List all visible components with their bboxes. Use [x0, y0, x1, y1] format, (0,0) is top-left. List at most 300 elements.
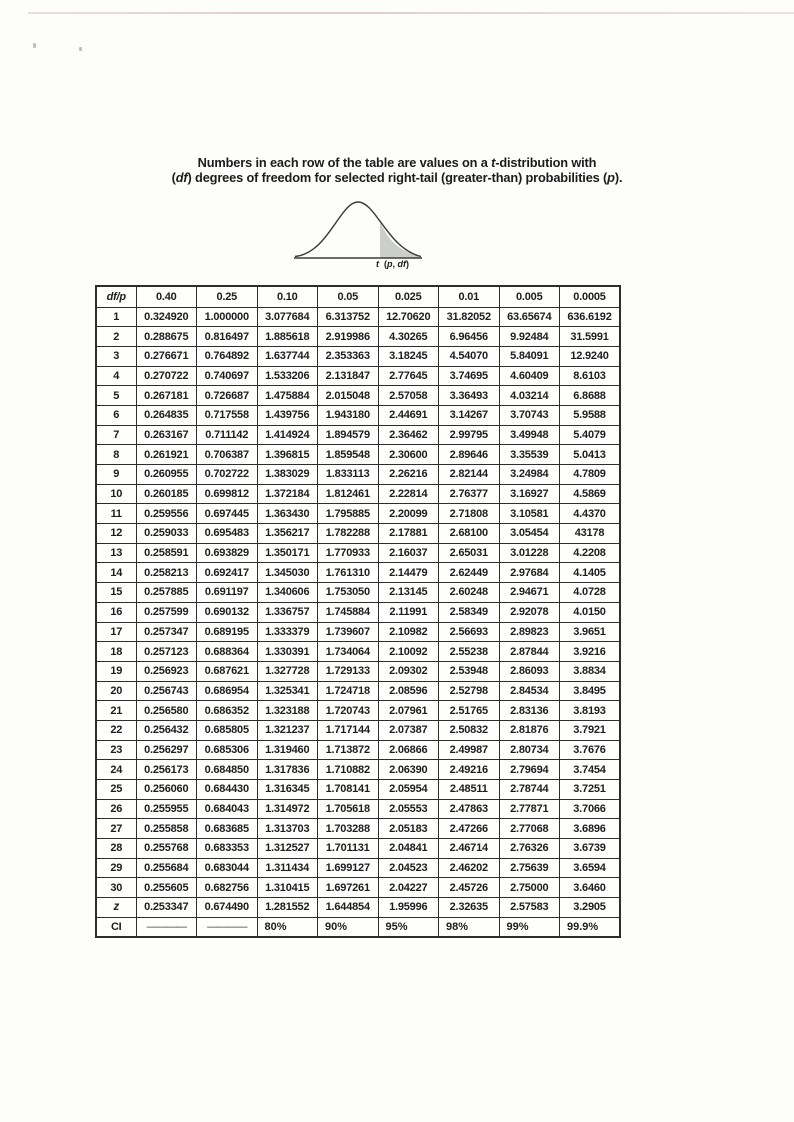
value-cell: 2.47266 — [439, 819, 500, 839]
value-cell: 3.077684 — [257, 307, 318, 327]
table-row — [96, 858, 620, 878]
value-cell: 1.533206 — [257, 366, 318, 386]
value-cell: 1.356217 — [257, 524, 318, 544]
value-cell: 2.76377 — [439, 484, 500, 504]
value-cell: 3.9216 — [560, 642, 621, 662]
value-cell: 1.699127 — [318, 858, 379, 878]
italic-term: df — [175, 169, 188, 185]
value-cell: 0.263167 — [136, 425, 197, 445]
value-cell: 2.32635 — [439, 898, 500, 918]
value-cell: 6.313752 — [318, 307, 379, 327]
value-cell: 0.256580 — [136, 701, 197, 721]
value-cell: 3.01228 — [499, 543, 560, 563]
value-cell: 2.89646 — [439, 445, 500, 465]
value-cell: 1.812461 — [318, 484, 379, 504]
value-cell: 2.04523 — [378, 858, 439, 878]
value-cell: 1.319460 — [257, 740, 318, 760]
value-cell: 0.276671 — [136, 346, 197, 366]
text-run: , — [392, 259, 398, 269]
value-cell: 0.683685 — [197, 819, 258, 839]
value-cell: 1.703288 — [318, 819, 379, 839]
t-distribution-curve-diagram — [292, 195, 425, 262]
scan-speck — [33, 43, 36, 48]
value-cell: 4.0728 — [560, 583, 621, 603]
table-row — [96, 898, 620, 918]
value-cell: 0.264835 — [136, 405, 197, 425]
value-cell: 3.6594 — [560, 858, 621, 878]
value-cell: 0.258213 — [136, 563, 197, 583]
value-cell: 2.10092 — [378, 642, 439, 662]
df-label-cell: 5 — [96, 386, 136, 406]
value-cell: 2.76326 — [499, 839, 560, 859]
value-cell: 2.52798 — [439, 681, 500, 701]
value-cell: 0.255605 — [136, 878, 197, 898]
intro-line-2 — [0, 171, 794, 186]
table-row — [96, 681, 620, 701]
value-cell: 0.717558 — [197, 405, 258, 425]
table-header — [96, 286, 620, 307]
value-cell: 1.795885 — [318, 504, 379, 524]
value-cell: 2.919986 — [318, 327, 379, 347]
value-cell: 1.340606 — [257, 583, 318, 603]
value-cell: 0.257123 — [136, 642, 197, 662]
value-cell: 3.7454 — [560, 760, 621, 780]
value-cell: 0.259033 — [136, 524, 197, 544]
value-cell: 1.720743 — [318, 701, 379, 721]
value-cell: 3.8193 — [560, 701, 621, 721]
value-cell: 0.258591 — [136, 543, 197, 563]
value-cell: 2.53948 — [439, 661, 500, 681]
value-cell: 1.770933 — [318, 543, 379, 563]
value-cell: 0.697445 — [197, 504, 258, 524]
value-cell: 2.77068 — [499, 819, 560, 839]
value-cell: 2.08596 — [378, 681, 439, 701]
value-cell: 0.674490 — [197, 898, 258, 918]
value-cell: 3.2905 — [560, 898, 621, 918]
df-label-cell: 27 — [96, 819, 136, 839]
value-cell: 2.05553 — [378, 799, 439, 819]
value-cell: 3.74695 — [439, 366, 500, 386]
value-cell: 1.333379 — [257, 622, 318, 642]
value-cell: 31.82052 — [439, 307, 500, 327]
value-cell: 0.695483 — [197, 524, 258, 544]
value-cell: 1.281552 — [257, 898, 318, 918]
value-cell: 0.267181 — [136, 386, 197, 406]
df-label-cell: CI — [96, 917, 136, 937]
value-cell: 0.686954 — [197, 681, 258, 701]
value-cell: 1.313703 — [257, 819, 318, 839]
value-cell: 3.7921 — [560, 720, 621, 740]
text-run: ) degrees of freedom for selected right-tail (greater-than) probabilities ( — [187, 169, 608, 185]
value-cell: 2.84534 — [499, 681, 560, 701]
df-label-cell: 24 — [96, 760, 136, 780]
value-cell: 2.04841 — [378, 839, 439, 859]
value-cell: 1.336757 — [257, 602, 318, 622]
table-row — [96, 701, 620, 721]
value-cell: 2.44691 — [378, 405, 439, 425]
value-cell: 0.711142 — [197, 425, 258, 445]
table-row — [96, 445, 620, 465]
value-cell: 0.253347 — [136, 898, 197, 918]
value-cell: 0.726687 — [197, 386, 258, 406]
df-label-cell: 4 — [96, 366, 136, 386]
value-cell: 2.46202 — [439, 858, 500, 878]
value-cell: 2.05183 — [378, 819, 439, 839]
value-cell: 1.363430 — [257, 504, 318, 524]
value-cell: 3.05454 — [499, 524, 560, 544]
value-cell: 2.17881 — [378, 524, 439, 544]
value-cell: 1.321237 — [257, 720, 318, 740]
value-cell: 2.05954 — [378, 780, 439, 800]
table-row — [96, 524, 620, 544]
value-cell: 0.816497 — [197, 327, 258, 347]
value-cell: 1.312527 — [257, 839, 318, 859]
dash-cell: ———— — [197, 917, 258, 937]
value-cell: 0.256173 — [136, 760, 197, 780]
dash-cell: ———— — [136, 917, 197, 937]
df-label-cell: 30 — [96, 878, 136, 898]
value-cell: 3.8834 — [560, 661, 621, 681]
value-cell: 636.6192 — [560, 307, 621, 327]
value-cell: 0.706387 — [197, 445, 258, 465]
value-cell: 4.5869 — [560, 484, 621, 504]
value-cell: 2.46714 — [439, 839, 500, 859]
df-label-cell: 14 — [96, 563, 136, 583]
value-cell: 1.95996 — [378, 898, 439, 918]
df-label-cell: 6 — [96, 405, 136, 425]
df-label-cell: z — [96, 898, 136, 918]
df-label-cell: 1 — [96, 307, 136, 327]
value-cell: 2.79694 — [499, 760, 560, 780]
value-cell: 3.24984 — [499, 465, 560, 485]
df-label-cell: 7 — [96, 425, 136, 445]
value-cell: 1.414924 — [257, 425, 318, 445]
value-cell: 0.255684 — [136, 858, 197, 878]
value-cell: 1.323188 — [257, 701, 318, 721]
value-cell: 4.60409 — [499, 366, 560, 386]
value-cell: 1.000000 — [197, 307, 258, 327]
value-cell: 12.70620 — [378, 307, 439, 327]
value-cell: 0.270722 — [136, 366, 197, 386]
value-cell: 2.06390 — [378, 760, 439, 780]
value-cell: 2.57058 — [378, 386, 439, 406]
table-row — [96, 543, 620, 563]
table-row — [96, 366, 620, 386]
value-cell: 2.92078 — [499, 602, 560, 622]
value-cell: 2.80734 — [499, 740, 560, 760]
value-cell: 4.0150 — [560, 602, 621, 622]
value-cell: 3.6460 — [560, 878, 621, 898]
italic-term: t — [376, 259, 379, 269]
value-cell: 3.14267 — [439, 405, 500, 425]
value-cell: 1.327728 — [257, 661, 318, 681]
table-row — [96, 425, 620, 445]
value-cell: 2.015048 — [318, 386, 379, 406]
value-cell: 2.99795 — [439, 425, 500, 445]
value-cell: 2.07961 — [378, 701, 439, 721]
value-cell: 1.833113 — [318, 465, 379, 485]
df-label-cell: 15 — [96, 583, 136, 603]
scan-artifact-line — [28, 12, 794, 14]
value-cell: 3.10581 — [499, 504, 560, 524]
value-cell: 3.49948 — [499, 425, 560, 445]
value-cell: 2.75000 — [499, 878, 560, 898]
value-cell: 1.314972 — [257, 799, 318, 819]
intro-line-1 — [0, 156, 794, 171]
value-cell: 0.256743 — [136, 681, 197, 701]
value-cell: 5.4079 — [560, 425, 621, 445]
value-cell: 0.260185 — [136, 484, 197, 504]
df-label-cell: 9 — [96, 465, 136, 485]
table-row — [96, 720, 620, 740]
value-cell: 0.683353 — [197, 839, 258, 859]
probability-column-header: 0.10 — [257, 286, 318, 307]
table-row — [96, 760, 620, 780]
intro-text — [0, 156, 794, 185]
value-cell: 63.65674 — [499, 307, 560, 327]
df-label-cell: 2 — [96, 327, 136, 347]
df-label-cell: 25 — [96, 780, 136, 800]
value-cell: 3.6739 — [560, 839, 621, 859]
value-cell: 0.702722 — [197, 465, 258, 485]
table-row — [96, 484, 620, 504]
value-cell: 3.8495 — [560, 681, 621, 701]
value-cell: 2.30600 — [378, 445, 439, 465]
value-cell: 0.288675 — [136, 327, 197, 347]
value-cell: 4.4370 — [560, 504, 621, 524]
bell-curve — [295, 202, 421, 257]
value-cell: 3.70743 — [499, 405, 560, 425]
value-cell: 2.45726 — [439, 878, 500, 898]
value-cell: 5.0413 — [560, 445, 621, 465]
value-cell: 3.18245 — [378, 346, 439, 366]
value-cell: 2.65031 — [439, 543, 500, 563]
value-cell: 3.6896 — [560, 819, 621, 839]
text-run: ( — [379, 259, 387, 269]
value-cell: 99.9% — [560, 917, 621, 937]
table-row — [96, 504, 620, 524]
value-cell: 0.255858 — [136, 819, 197, 839]
df-label-cell: 3 — [96, 346, 136, 366]
value-cell: 2.11991 — [378, 602, 439, 622]
value-cell: 1.708141 — [318, 780, 379, 800]
value-cell: 1.717144 — [318, 720, 379, 740]
value-cell: 2.50832 — [439, 720, 500, 740]
value-cell: 0.689195 — [197, 622, 258, 642]
value-cell: 0.687621 — [197, 661, 258, 681]
italic-term: df — [397, 259, 407, 269]
value-cell: 98% — [439, 917, 500, 937]
value-cell: 2.51765 — [439, 701, 500, 721]
value-cell: 2.20099 — [378, 504, 439, 524]
value-cell: 0.257599 — [136, 602, 197, 622]
value-cell: 2.49987 — [439, 740, 500, 760]
value-cell: 1.713872 — [318, 740, 379, 760]
value-cell: 2.36462 — [378, 425, 439, 445]
value-cell: 2.57583 — [499, 898, 560, 918]
df-label-cell: 19 — [96, 661, 136, 681]
italic-term: p — [607, 169, 615, 185]
value-cell: 4.54070 — [439, 346, 500, 366]
value-cell: 2.71808 — [439, 504, 500, 524]
df-label-cell: 23 — [96, 740, 136, 760]
value-cell: 1.734064 — [318, 642, 379, 662]
curve-tail-label — [292, 259, 432, 269]
table-row — [96, 642, 620, 662]
value-cell: 0.255955 — [136, 799, 197, 819]
table-row — [96, 583, 620, 603]
df-label-cell: 21 — [96, 701, 136, 721]
value-cell: 1.724718 — [318, 681, 379, 701]
value-cell: 0.256297 — [136, 740, 197, 760]
value-cell: 2.16037 — [378, 543, 439, 563]
value-cell: 0.688364 — [197, 642, 258, 662]
value-cell: 6.96456 — [439, 327, 500, 347]
df-label-cell: 13 — [96, 543, 136, 563]
italic-term: p — [387, 259, 393, 269]
value-cell: 0.690132 — [197, 602, 258, 622]
df-label-cell: 8 — [96, 445, 136, 465]
value-cell: 1.745884 — [318, 602, 379, 622]
value-cell: 0.685805 — [197, 720, 258, 740]
t-distribution-table — [95, 285, 621, 938]
table-row — [96, 563, 620, 583]
probability-column-header: 0.40 — [136, 286, 197, 307]
value-cell: 95% — [378, 917, 439, 937]
table-row — [96, 780, 620, 800]
value-cell: 2.06866 — [378, 740, 439, 760]
text-run: ) — [406, 259, 410, 269]
value-cell: 3.7251 — [560, 780, 621, 800]
value-cell: 31.5991 — [560, 327, 621, 347]
probability-column-header: 0.0005 — [560, 286, 621, 307]
value-cell: 2.83136 — [499, 701, 560, 721]
value-cell: 2.353363 — [318, 346, 379, 366]
value-cell: 0.684043 — [197, 799, 258, 819]
df-label-cell: 10 — [96, 484, 136, 504]
table-row — [96, 799, 620, 819]
value-cell: 2.94671 — [499, 583, 560, 603]
df-label-cell: 22 — [96, 720, 136, 740]
shaded-right-tail — [380, 221, 420, 258]
value-cell: 2.04227 — [378, 878, 439, 898]
value-cell: 12.9240 — [560, 346, 621, 366]
table-row — [96, 327, 620, 347]
table-row — [96, 307, 620, 327]
value-cell: 0.740697 — [197, 366, 258, 386]
value-cell: 0.257885 — [136, 583, 197, 603]
df-label-cell: 12 — [96, 524, 136, 544]
value-cell: 5.9588 — [560, 405, 621, 425]
probability-column-header: 0.25 — [197, 286, 258, 307]
value-cell: 1.739607 — [318, 622, 379, 642]
value-cell: 2.55238 — [439, 642, 500, 662]
value-cell: 1.475884 — [257, 386, 318, 406]
value-cell: 1.637744 — [257, 346, 318, 366]
value-cell: 0.259556 — [136, 504, 197, 524]
scan-speck — [79, 47, 82, 51]
value-cell: 2.86093 — [499, 661, 560, 681]
table-row — [96, 405, 620, 425]
value-cell: 1.753050 — [318, 583, 379, 603]
probability-column-header: 0.005 — [499, 286, 560, 307]
value-cell: 0.684430 — [197, 780, 258, 800]
text-run: Numbers in each row of the table are values on a — [197, 155, 492, 170]
table-row — [96, 602, 620, 622]
value-cell: 2.131847 — [318, 366, 379, 386]
text-run: -distribution with — [495, 155, 597, 170]
table-row — [96, 819, 620, 839]
value-cell: 0.255768 — [136, 839, 197, 859]
value-cell: 2.10982 — [378, 622, 439, 642]
value-cell: 2.47863 — [439, 799, 500, 819]
value-cell: 3.36493 — [439, 386, 500, 406]
value-cell: 2.68100 — [439, 524, 500, 544]
value-cell: 0.691197 — [197, 583, 258, 603]
value-cell: 2.89823 — [499, 622, 560, 642]
value-cell: 8.6103 — [560, 366, 621, 386]
value-cell: 1.705618 — [318, 799, 379, 819]
value-cell: 0.256923 — [136, 661, 197, 681]
table-row — [96, 346, 620, 366]
value-cell: 0.686352 — [197, 701, 258, 721]
value-cell: 2.14479 — [378, 563, 439, 583]
value-cell: 3.7066 — [560, 799, 621, 819]
value-cell: 1.350171 — [257, 543, 318, 563]
value-cell: 1.345030 — [257, 563, 318, 583]
value-cell: 0.684850 — [197, 760, 258, 780]
value-cell: 2.13145 — [378, 583, 439, 603]
value-cell: 1.885618 — [257, 327, 318, 347]
value-cell: 1.317836 — [257, 760, 318, 780]
value-cell: 2.48511 — [439, 780, 500, 800]
table-row — [96, 622, 620, 642]
df-label-cell: 11 — [96, 504, 136, 524]
value-cell: 1.859548 — [318, 445, 379, 465]
probability-column-header: 0.01 — [439, 286, 500, 307]
value-cell: 1.330391 — [257, 642, 318, 662]
value-cell: 1.782288 — [318, 524, 379, 544]
df-label-cell: 18 — [96, 642, 136, 662]
df-label-cell: 17 — [96, 622, 136, 642]
probability-column-header: 0.025 — [378, 286, 439, 307]
value-cell: 1.761310 — [318, 563, 379, 583]
value-cell: 90% — [318, 917, 379, 937]
value-cell: 0.693829 — [197, 543, 258, 563]
value-cell: 1.644854 — [318, 898, 379, 918]
value-cell: 2.97684 — [499, 563, 560, 583]
value-cell: 0.261921 — [136, 445, 197, 465]
value-cell: 1.310415 — [257, 878, 318, 898]
value-cell: 9.92484 — [499, 327, 560, 347]
header-row — [96, 286, 620, 307]
value-cell: 4.2208 — [560, 543, 621, 563]
value-cell: 2.60248 — [439, 583, 500, 603]
text-run: ( — [171, 169, 176, 185]
value-cell: 4.03214 — [499, 386, 560, 406]
value-cell: 99% — [499, 917, 560, 937]
value-cell: 80% — [257, 917, 318, 937]
value-cell: 1.311434 — [257, 858, 318, 878]
value-cell: 2.07387 — [378, 720, 439, 740]
value-cell: 2.49216 — [439, 760, 500, 780]
value-cell: 2.56693 — [439, 622, 500, 642]
value-cell: 1.396815 — [257, 445, 318, 465]
value-cell: 0.692417 — [197, 563, 258, 583]
value-cell: 4.1405 — [560, 563, 621, 583]
text-run: ). — [614, 169, 623, 185]
table-row — [96, 740, 620, 760]
